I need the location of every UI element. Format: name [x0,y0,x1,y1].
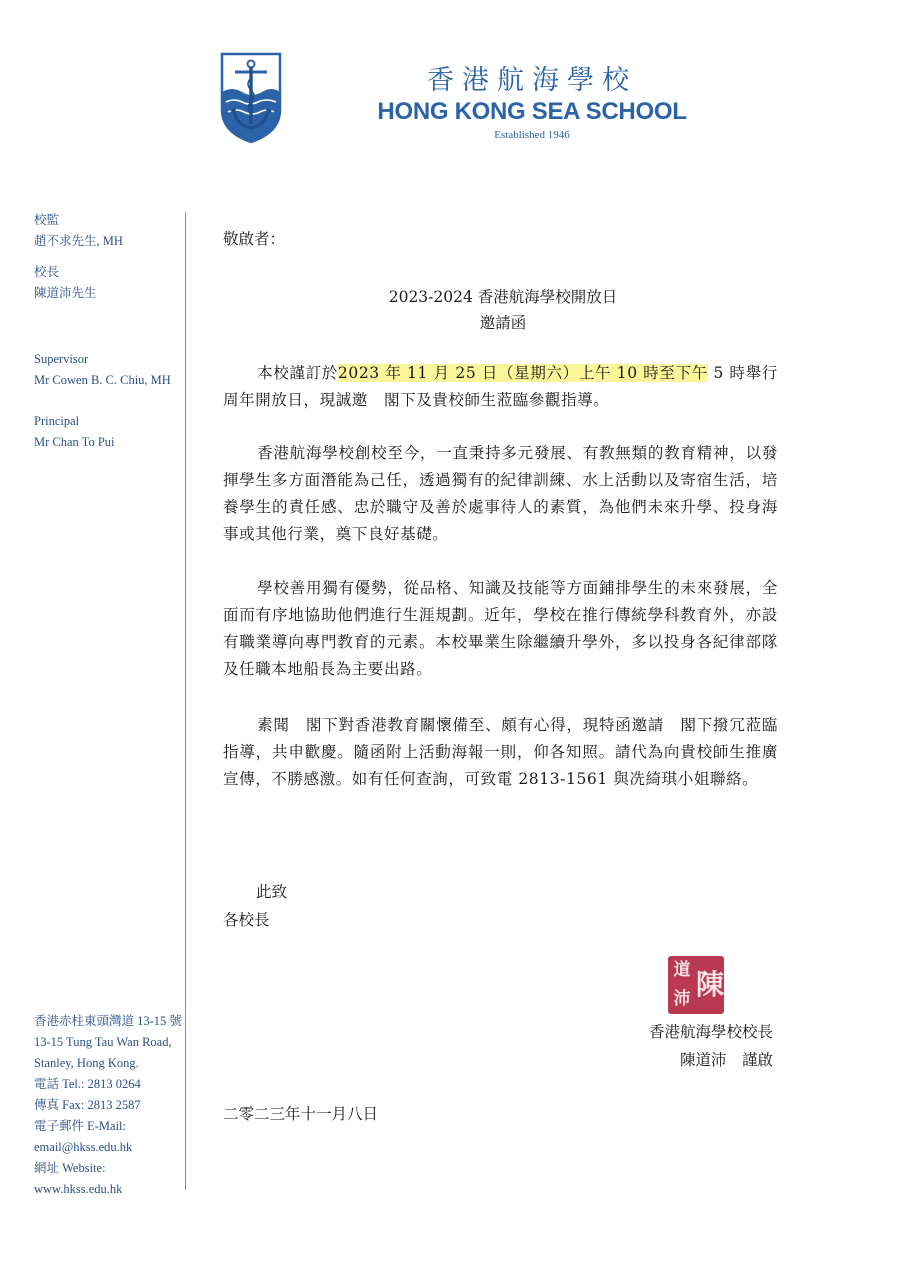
invitation-lead: 本校謹訂於 [257,364,338,382]
supervisor-chinese [34,210,184,252]
website-address: www.hkss.edu.hk [34,1182,123,1196]
paragraph-closing-request: 素聞 閣下對香港教育關懷備至、頗有心得，現特函邀請 閣下撥冗蒞臨指導，共申歡慶。隨函附上活動海報一則，仰各知照。請代為向貴校師生推廣宣傳，不勝感激。如有任何查詢，可致電 2813-1561 與冼綺琪小姐聯絡。 [223,716,778,788]
principal-chinese [34,262,184,304]
email-address: email@hkss.edu.hk [34,1140,133,1154]
supervisor-en-name: Mr Cowen B. C. Chiu, MH [34,373,171,387]
paragraph-school-advantages: 學校善用獨有優勢，從品格、知識及技能等方面鋪排學生的未來發展，全面而有序地協助他們進行生涯規劃。近年，學校在推行傳統學科教育外，亦設有職業導向專門教育的元素。本校畢業生除繼續升學外，多以投身各紀律部隊及任職本地船長為主要出路。 [223,579,778,678]
school-name-english: HONG KONG SEA SCHOOL [377,98,687,125]
email-label: 電子郵件 E-Mail: [34,1119,127,1133]
contact-details [34,1011,184,1200]
principal-en-title: Principal [34,414,80,428]
anchor-crest-icon [220,52,282,144]
telephone: 電話 Tel.: 2813 0264 [34,1077,141,1091]
established-year: Established 1946 [494,129,570,141]
address-english-line2: Stanley, Hong Kong. [34,1056,139,1070]
website-label: 網址 Website: [34,1161,106,1175]
seal-char-2: 沛 [673,989,691,1009]
supervisor-english [34,349,184,391]
highlighted-date-time: 2023 年 11 月 25 日（星期六）上午 10 時至下午 [337,364,708,382]
principal-en-name: Mr Chan To Pui [34,435,115,449]
letter-title [223,284,783,336]
address-english-line1: 13-15 Tung Tau Wan Road, [34,1035,172,1049]
principal-cn-name: 陳道沛先生 [34,286,97,300]
paragraph-school-history: 香港航海學校創校至今，一直秉持多元發展、有教無類的教育精神，以發揮學生多方面潛能為己任，透過獨有的紀律訓練、水上活動以及寄宿生活，培養學生的責任感、忠於職守及善於處事待人的素質，為他們未來升學、投身海事或其他行業，奠下良好基礎。 [223,444,778,543]
title-line-2: 邀請函 [479,314,527,332]
letter-date: 二零二三年十一月八日 [223,1105,379,1123]
invitation-rest: 5 時舉行周年開放日，現誠邀 閣下及貴校師生蒞臨參觀指導。 [223,364,778,409]
principal-cn-title: 校長 [34,265,60,279]
signature-name: 陳道沛 謹啟 [679,1051,773,1069]
signature-title: 香港航海學校校長 [648,1023,773,1041]
seal-char-1: 道 [673,960,691,980]
supervisor-cn-title: 校監 [34,213,60,227]
fax: 傳真 Fax: 2813 2587 [34,1098,141,1112]
paragraph-invitation [223,360,778,414]
closing-line-1: 此致 [256,883,288,901]
sidebar-divider [185,212,186,1190]
principal-seal [668,956,724,1014]
seal-char-3: 陳 [695,968,724,1001]
address-chinese: 香港赤柱東頭灣道 13-15 號 [34,1014,182,1028]
title-line-1: 2023-2024 香港航海學校開放日 [388,288,618,306]
school-name-chinese: 香港航海學校 [427,65,637,96]
supervisor-en-title: Supervisor [34,352,89,366]
closing-line-2: 各校長 [223,911,270,929]
supervisor-cn-name: 趙不求先生, MH [34,234,123,248]
principal-english [34,411,184,453]
salutation: 敬啟者： [223,230,286,248]
